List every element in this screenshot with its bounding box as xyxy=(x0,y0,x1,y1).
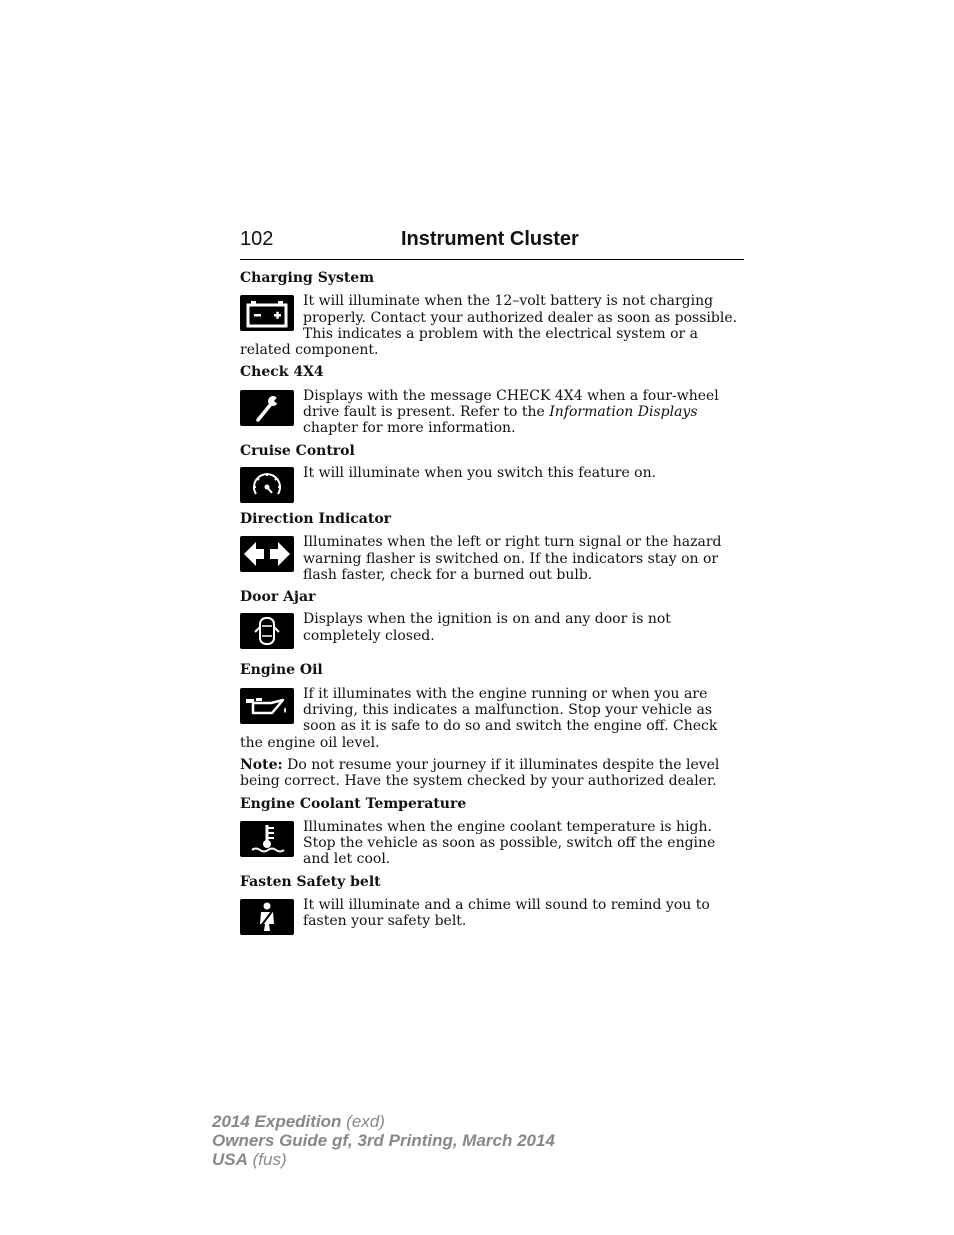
page xyxy=(240,228,744,937)
section-title-engine-oil: Engine Oil xyxy=(240,662,323,679)
speedometer-icon xyxy=(240,467,294,503)
note xyxy=(240,757,744,790)
section-title-check-4x4: Check 4X4 xyxy=(240,364,324,381)
footer-region-line: USA (fus) xyxy=(212,1150,287,1169)
oil-can-icon xyxy=(240,688,294,724)
section-charging-system xyxy=(240,293,744,358)
section-title-fasten-safety-belt: Fasten Safety belt xyxy=(240,873,381,890)
section-engine-coolant-temperature xyxy=(240,819,744,868)
section-check-4x4 xyxy=(240,388,744,437)
section-door-ajar xyxy=(240,611,744,655)
page-header xyxy=(240,228,744,260)
note-label: Note: xyxy=(240,756,283,773)
section-fasten-safety-belt xyxy=(240,897,744,937)
wrench-icon xyxy=(240,390,294,426)
page-number: 102 xyxy=(240,228,274,250)
section-direction-indicator xyxy=(240,534,744,583)
section-text: Illuminates when the engine coolant temperature is high. Stop the vehicle as soon as possible, switch off the engine and let cool. xyxy=(303,818,716,868)
footer-model-line: 2014 Expedition (exd) xyxy=(212,1112,385,1131)
section-engine-oil xyxy=(240,686,744,751)
section-text: If it illuminates with the engine running or when you are driving, this indicates a malfunction. Stop your vehicle as soon as it is safe to do so and switch the engine off. Check the engine oil level. xyxy=(240,685,718,751)
battery-icon xyxy=(240,295,294,331)
section-text: It will illuminate when the 12–volt battery is not charging properly. Contact your authorized dealer as soon as possible. This indicates a problem with the electrical system or a related component. xyxy=(240,293,738,359)
door-ajar-car-icon xyxy=(240,613,294,649)
note-text: Do not resume your journey if it illuminates despite the level being correct. Have the system checked by your authorized dealer. xyxy=(240,756,720,790)
page-footer xyxy=(212,1112,555,1169)
section-text: It will illuminate and a chime will sound to remind you to fasten your safety belt. xyxy=(303,897,710,930)
section-title-cruise-control: Cruise Control xyxy=(240,442,355,459)
footer-guide-line: Owners Guide gf, 3rd Printing, March 2014 xyxy=(212,1131,555,1150)
section-text: It will illuminate when you switch this feature on. xyxy=(303,464,657,481)
section-title-door-ajar: Door Ajar xyxy=(240,589,316,606)
cross-reference: Information Displays xyxy=(549,404,698,421)
section-text: Displays with the message CHECK 4X4 when a four-wheel drive fault is present. Refer to the Information Displays chapter for more information. xyxy=(303,387,719,437)
seatbelt-icon xyxy=(240,899,294,935)
turn-signal-arrows-icon xyxy=(240,536,294,572)
section-cruise-control xyxy=(240,465,744,505)
section-text: Displays when the ignition is on and any door is not completely closed. xyxy=(303,611,671,644)
content xyxy=(240,270,744,937)
chapter-title: Instrument Cluster xyxy=(401,228,579,250)
section-title-engine-coolant-temperature: Engine Coolant Temperature xyxy=(240,795,467,812)
section-text: Illuminates when the left or right turn signal or the hazard warning flasher is switched on. If the indicators stay on or flash faster, check for a burned out bulb. xyxy=(303,534,722,583)
section-title-direction-indicator: Direction Indicator xyxy=(240,510,392,527)
section-title-charging-system: Charging System xyxy=(240,270,375,286)
coolant-thermometer-icon xyxy=(240,821,294,857)
